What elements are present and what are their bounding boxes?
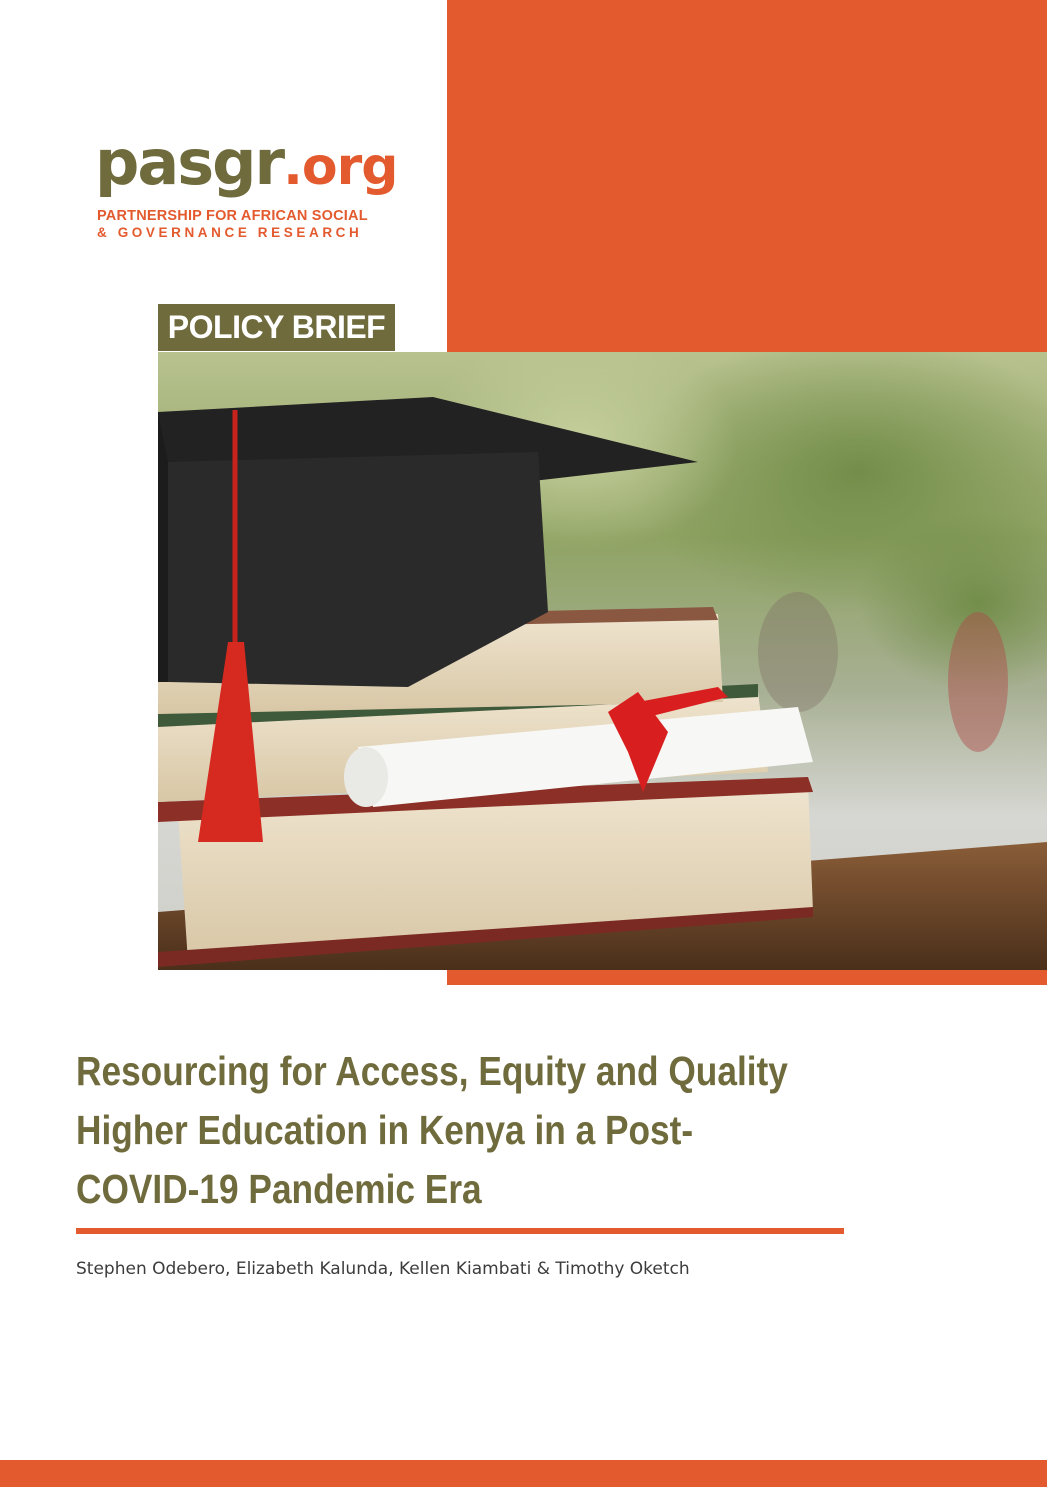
graduation-cap-books-image (158, 352, 1047, 970)
logo-tagline-line1: PARTNERSHIP FOR AFRICAN SOCIAL (97, 208, 368, 224)
footer-accent-bar (0, 1460, 1047, 1487)
logo-wordmark (95, 128, 397, 202)
document-title (76, 1042, 850, 1219)
authors-line: Stephen Odebero, Elizabeth Kalunda, Kellen Kiambati & Timothy Oketch (76, 1259, 690, 1279)
title-line-3: COVID-19 Pandemic Era (76, 1166, 482, 1212)
logo-domain: .org (283, 137, 398, 197)
title-underline-rule (76, 1228, 844, 1234)
policy-brief-label: POLICY BRIEF (158, 304, 395, 351)
title-line-2: Higher Education in Kenya in a Post- (76, 1107, 694, 1153)
cover-photo (158, 352, 1047, 970)
logo-name: pasgr (95, 126, 284, 199)
title-line-1: Resourcing for Access, Equity and Quality (76, 1048, 788, 1094)
pasgr-logo (95, 126, 398, 248)
logo-tagline-line2: & GOVERNANCE RESEARCH (97, 225, 363, 240)
